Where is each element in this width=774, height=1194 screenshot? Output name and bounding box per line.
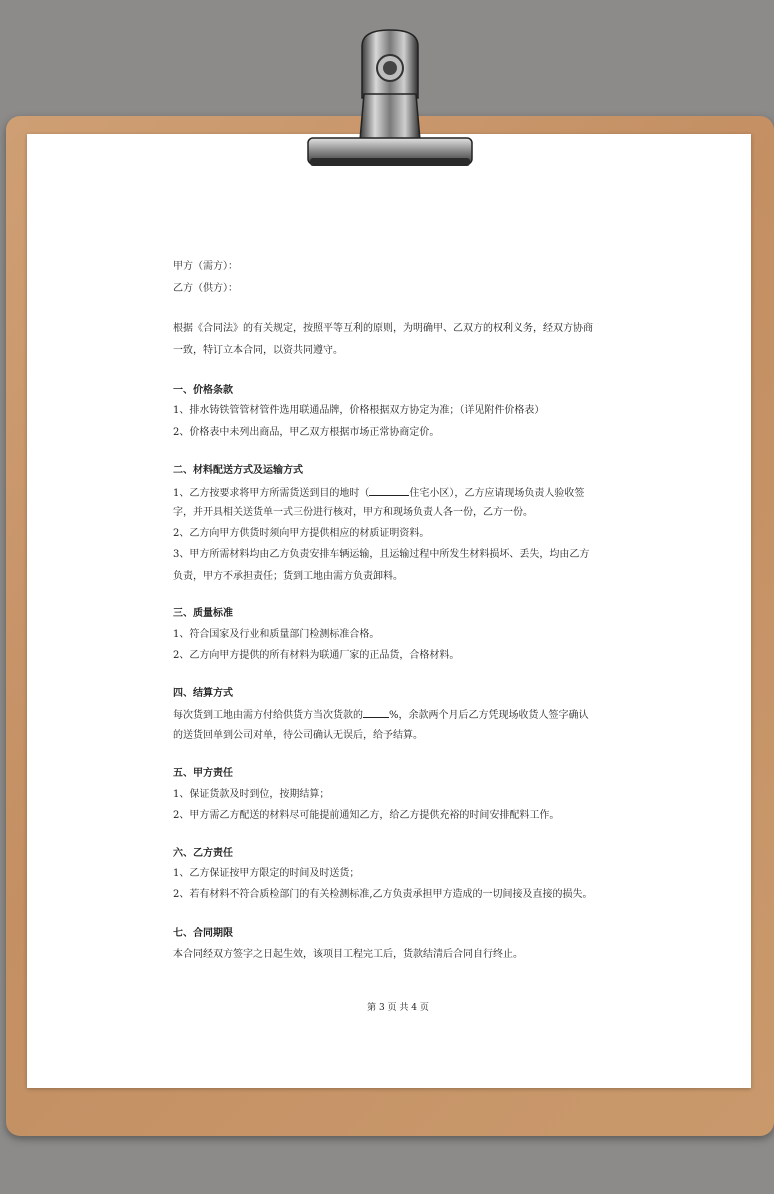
section-4-line-1a: 每次货到工地由需方付给供货方当次货款的 (173, 710, 363, 721)
section-5-line-2: 2、甲方需乙方配送的材料尽可能提前通知乙方，给乙方提供充裕的时间安排配料工作。 (173, 810, 560, 821)
section-2-title: 二、材料配送方式及运输方式 (173, 465, 303, 476)
address-blank (369, 485, 409, 496)
document-page (27, 134, 751, 1088)
section-2-line-2: 字，并开具相关送货单一式三份进行核对，甲方和现场负责人各一份，乙方一份。 (173, 507, 533, 518)
section-2-line-3: 2、乙方向甲方供货时须向甲方提供相应的材质证明资料。 (173, 528, 430, 539)
section-2-line-5: 负责，甲方不承担责任；货到工地由需方负责卸料。 (173, 571, 403, 582)
intro-line-2: 一致，特订立本合同，以资共同遵守。 (173, 345, 343, 356)
party-a-line: 甲方（需方）： (173, 261, 238, 272)
section-1-line-2: 2、价格表中未列出商品，甲乙双方根据市场正常协商定价。 (173, 427, 440, 438)
section-5-title: 五、甲方责任 (173, 768, 233, 779)
page-number-footer: 第 3 页 共 4 页 (367, 1003, 429, 1013)
section-4-line-2: 的送货回单到公司对单，待公司确认无误后，给予结算。 (173, 730, 423, 741)
section-1-title: 一、价格条款 (173, 385, 233, 396)
section-3-line-2: 2、乙方向甲方提供的所有材料为联通厂家的正品货，合格材料。 (173, 650, 460, 661)
section-7-line-1: 本合同经双方签字之日起生效，该项目工程完工后，货款结清后合同自行终止。 (173, 949, 523, 960)
section-5-line-1: 1、保证货款及时到位，按期结算； (173, 789, 330, 800)
section-2-line-1a: 1、乙方按要求将甲方所需货送到目的地时（ (173, 488, 370, 499)
section-7-title: 七、合同期限 (173, 928, 233, 939)
section-2-line-4: 3、甲方所需材料均由乙方负责安排车辆运输，且运输过程中所发生材料损坏、丢失，均由乙方 (173, 549, 590, 560)
section-2-line-1 (173, 485, 584, 501)
section-6-line-1: 1、乙方保证按甲方限定的时间及时送货； (173, 868, 360, 879)
section-4-title: 四、结算方式 (173, 688, 233, 699)
party-b-line: 乙方（供方）： (173, 283, 238, 294)
percent-blank (363, 707, 389, 718)
binder-clip-icon (300, 24, 480, 180)
section-6-title: 六、乙方责任 (173, 848, 233, 859)
section-3-title: 三、质量标准 (173, 608, 233, 619)
section-2-line-1b: 住宅小区），乙方应请现场负责人验收签 (409, 488, 585, 499)
section-1-line-1: 1、排水铸铁管管材管件选用联通品牌，价格根据双方协定为准；（详见附件价格表） (173, 405, 545, 416)
intro-line-1: 根据《合同法》的有关规定，按照平等互利的原则，为明确甲、乙双方的权利义务，经双方协商 (173, 323, 593, 334)
section-4-line-1b: %，余款两个月后乙方凭现场收货人签字确认 (389, 710, 589, 721)
section-4-line-1 (173, 707, 589, 723)
section-6-line-2: 2、若有材料不符合质检部门的有关检测标准,乙方负责承担甲方造成的一切间接及直接的损失。 (173, 889, 593, 900)
section-3-line-1: 1、符合国家及行业和质量部门检测标准合格。 (173, 629, 380, 640)
